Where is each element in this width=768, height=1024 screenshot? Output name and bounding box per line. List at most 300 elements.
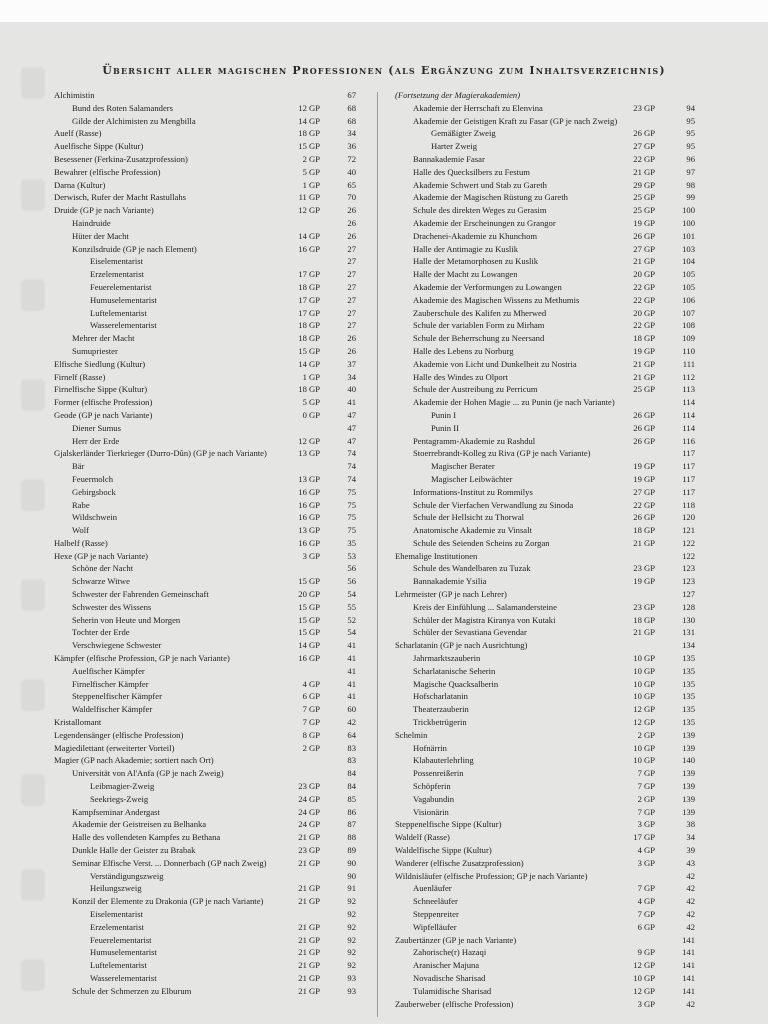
entry-page: 27 <box>347 256 356 267</box>
entry-page: 43 <box>686 857 695 868</box>
entry-gp: 20 GP <box>633 269 655 280</box>
entry-row <box>54 754 356 767</box>
entry-gp: 21 GP <box>298 934 320 945</box>
entry-page: 64 <box>347 729 356 740</box>
entry-name: Hüter der Macht <box>72 230 129 241</box>
entry-row <box>54 281 356 294</box>
entry-name: Halle der Macht zu Lowangen <box>413 269 518 280</box>
entry-name: Schwarze Witwe <box>72 576 130 587</box>
entry-name: Konzilsdruide (GP je nach Element) <box>72 243 197 254</box>
entry-name: Firnelfische Sippe (Kultur) <box>54 384 148 395</box>
entry-row <box>395 89 695 102</box>
entry-page: 105 <box>682 281 695 292</box>
entry-row <box>54 678 356 691</box>
entry-gp: 25 GP <box>633 384 655 395</box>
entry-row <box>54 972 356 985</box>
entry-name: Schwester der Fahrenden Gemeinschaft <box>72 589 209 600</box>
entry-gp: 22 GP <box>633 153 655 164</box>
entry-name: Feuerelementarist <box>90 281 152 292</box>
entry-gp: 18 GP <box>298 333 320 344</box>
entry-row <box>54 870 356 883</box>
entry-name: Schule des Wandelbaren zu Tuzak <box>413 563 531 574</box>
entry-row <box>395 460 695 473</box>
entry-name: Scharlatanin (GP je nach Ausrichtung) <box>395 640 528 651</box>
entry-page: 34 <box>347 371 356 382</box>
entry-name: Auenläufer <box>413 883 452 894</box>
entry-name: Tulamidische Sharisad <box>413 985 492 996</box>
entry-name: Halle der Metamorphosen zu Kuslik <box>413 256 539 267</box>
entry-page: 91 <box>347 883 356 894</box>
entry-row <box>54 511 356 524</box>
entry-row <box>395 908 695 921</box>
entry-page: 98 <box>686 179 695 190</box>
entry-row <box>395 652 695 665</box>
entry-page: 135 <box>682 678 695 689</box>
entry-name: Waldelfischer Kämpfer <box>72 704 153 715</box>
entry-row <box>395 191 695 204</box>
entry-gp: 21 GP <box>633 371 655 382</box>
entry-name: Schöne der Nacht <box>72 563 134 574</box>
entry-name: Waldelf (Rasse) <box>395 832 450 843</box>
entry-row <box>395 447 695 460</box>
entry-gp: 27 GP <box>633 486 655 497</box>
entry-gp: 21 GP <box>633 358 655 369</box>
entry-gp: 26 GP <box>633 409 655 420</box>
entry-page: 140 <box>682 755 695 766</box>
entry-gp: 18 GP <box>633 525 655 536</box>
entry-page: 85 <box>347 793 356 804</box>
entry-name: Leibmagier-Zweig <box>90 781 155 792</box>
margin-ornament <box>22 380 44 410</box>
entry-page: 42 <box>686 998 695 1009</box>
entry-gp: 13 GP <box>298 448 320 459</box>
entry-page: 42 <box>686 870 695 881</box>
entry-row <box>54 985 356 998</box>
entry-gp: 22 GP <box>633 499 655 510</box>
entry-name: Hofnärrin <box>413 742 447 753</box>
entry-gp: 5 GP <box>302 166 320 177</box>
margin-ornament <box>22 680 44 710</box>
entry-gp: 14 GP <box>298 358 320 369</box>
entry-row <box>395 499 695 512</box>
entry-page: 109 <box>682 333 695 344</box>
top-band <box>0 0 768 22</box>
entry-row <box>395 409 695 422</box>
entry-row <box>54 716 356 729</box>
entry-gp: 24 GP <box>298 806 320 817</box>
entry-page: 131 <box>682 627 695 638</box>
entry-row <box>395 319 695 332</box>
entry-row <box>54 831 356 844</box>
entry-gp: 16 GP <box>298 486 320 497</box>
entry-page: 117 <box>682 448 695 459</box>
entry-page: 26 <box>347 230 356 241</box>
entry-name: Heilungszweig <box>90 883 142 894</box>
entry-name: Akademie der Hohen Magie ... zu Punin (je nach Variante) <box>413 397 615 408</box>
entry-gp: 15 GP <box>298 601 320 612</box>
entry-row <box>395 857 695 870</box>
entry-row <box>395 818 695 831</box>
entry-name: Vagabundin <box>413 793 455 804</box>
entry-name: Schneeläufer <box>413 896 458 907</box>
entry-gp: 26 GP <box>633 422 655 433</box>
entry-row <box>54 959 356 972</box>
entry-name: Bewahrer (elfische Profession) <box>54 166 161 177</box>
entry-name: Wasserelementarist <box>90 320 157 331</box>
entry-row <box>395 895 695 908</box>
entry-gp: 21 GP <box>298 857 320 868</box>
margin-ornament <box>22 280 44 310</box>
entry-name: Steppenelfische Sippe (Kultur) <box>395 819 502 830</box>
entry-name: Auelfischer Kämpfer <box>72 665 145 676</box>
entry-row <box>395 614 695 627</box>
entry-gp: 27 GP <box>633 243 655 254</box>
entry-row <box>54 217 356 230</box>
entry-page: 42 <box>686 896 695 907</box>
entry-row <box>395 243 695 256</box>
entry-name: Visionärin <box>413 806 449 817</box>
entry-page: 47 <box>347 422 356 433</box>
entry-row <box>395 754 695 767</box>
entry-name: Kreis der Einfühlung ... Salamandersteine <box>413 601 557 612</box>
entry-row <box>395 703 695 716</box>
entry-page: 90 <box>347 870 356 881</box>
entry-page: 70 <box>347 192 356 203</box>
entry-gp: 12 GP <box>298 435 320 446</box>
entry-page: 27 <box>347 320 356 331</box>
entry-name: Stoerrebrandt-Kolleg zu Riva (GP je nach Variante) <box>413 448 591 459</box>
entry-row <box>395 166 695 179</box>
entry-row <box>395 422 695 435</box>
entry-row <box>54 396 356 409</box>
entry-gp: 10 GP <box>633 972 655 983</box>
entry-row <box>395 204 695 217</box>
entry-page: 26 <box>347 217 356 228</box>
entry-gp: 22 GP <box>633 320 655 331</box>
entry-name: Akademie des Magischen Wissens zu Methumis <box>413 294 580 305</box>
entry-name: Akademie der Geistreisen zu Belhanka <box>72 819 207 830</box>
entry-gp: 26 GP <box>633 230 655 241</box>
entry-name: Hexe (GP je nach Variante) <box>54 550 149 561</box>
entry-row <box>395 179 695 192</box>
entry-gp: 17 GP <box>298 269 320 280</box>
entry-page: 92 <box>347 947 356 958</box>
entry-gp: 10 GP <box>633 678 655 689</box>
entry-gp: 7 GP <box>637 781 655 792</box>
entry-name: Erzelementarist <box>90 269 144 280</box>
entry-name: Darna (Kultur) <box>54 179 106 190</box>
entry-page: 60 <box>347 704 356 715</box>
entry-row <box>54 665 356 678</box>
entry-name: Legendensänger (elfische Profession) <box>54 729 184 740</box>
entry-name: Humuselementarist <box>90 947 157 958</box>
entry-page: 116 <box>682 435 695 446</box>
entry-row <box>54 575 356 588</box>
entry-name: Steppenreiter <box>413 909 459 919</box>
entry-row <box>395 882 695 895</box>
entry-page: 123 <box>682 576 695 587</box>
entry-name: Eiselementarist <box>90 256 143 267</box>
entry-name: Informations-Institut zu Rommilys <box>413 486 533 497</box>
entry-gp: 12 GP <box>633 704 655 715</box>
entry-gp: 26 GP <box>633 512 655 523</box>
entry-name: Ehemalige Institutionen <box>395 550 478 561</box>
entry-gp: 15 GP <box>298 141 320 152</box>
entry-gp: 15 GP <box>298 614 320 625</box>
entry-gp: 18 GP <box>298 320 320 331</box>
entry-page: 41 <box>347 653 356 664</box>
entry-page: 35 <box>347 537 356 548</box>
entry-page: 26 <box>347 205 356 216</box>
entry-name: Anatomische Akademie zu Vinsalt <box>413 525 532 536</box>
entry-page: 86 <box>347 806 356 817</box>
entry-page: 123 <box>682 563 695 574</box>
entry-gp: 10 GP <box>633 691 655 702</box>
entry-gp: 20 GP <box>298 589 320 600</box>
column-divider <box>377 92 378 1017</box>
entry-row <box>395 435 695 448</box>
entry-row <box>395 537 695 550</box>
entry-page: 114 <box>682 422 695 433</box>
entry-page: 88 <box>347 832 356 843</box>
entry-name: Wildschwein <box>72 512 117 523</box>
entry-gp: 21 GP <box>298 960 320 971</box>
entry-name: Gjalskerländer Tierkrieger (Durro-Dûn) (GP je nach Variante) <box>54 448 267 459</box>
entry-page: 27 <box>347 281 356 292</box>
entry-name: Mehrer der Macht <box>72 333 135 344</box>
entry-name: Diener Sumus <box>72 422 121 433</box>
entry-page: 54 <box>347 627 356 638</box>
entry-name: Halle des Lebens zu Norburg <box>413 345 514 356</box>
entry-row <box>54 486 356 499</box>
entry-row <box>395 793 695 806</box>
entry-row <box>54 895 356 908</box>
entry-gp: 18 GP <box>298 384 320 395</box>
entry-row <box>395 550 695 563</box>
entry-name: Druide (GP je nach Variante) <box>54 205 154 216</box>
entry-row <box>54 690 356 703</box>
entry-gp: 12 GP <box>633 717 655 728</box>
entry-row <box>395 281 695 294</box>
entry-gp: 4 GP <box>302 678 320 689</box>
entry-name: Scharlatanische Seherin <box>413 665 496 676</box>
margin-ornament <box>22 480 44 510</box>
entry-row <box>395 294 695 307</box>
entry-row <box>54 307 356 320</box>
entry-name: Humuselementarist <box>90 294 157 305</box>
entry-page: 39 <box>686 845 695 856</box>
entry-row <box>54 473 356 486</box>
entry-name: Auelfische Sippe (Kultur) <box>54 141 144 152</box>
entry-name: Wipfelläufer <box>413 921 457 932</box>
entry-gp: 18 GP <box>633 614 655 625</box>
entry-page: 75 <box>347 486 356 497</box>
entry-page: 40 <box>347 384 356 395</box>
entry-gp: 16 GP <box>298 653 320 664</box>
entry-gp: 29 GP <box>633 179 655 190</box>
entry-page: 27 <box>347 294 356 305</box>
entry-name: Schüler der Magistra Kiranya von Kutaki <box>413 614 556 625</box>
entry-row <box>54 729 356 742</box>
entry-row <box>54 806 356 819</box>
entry-row <box>54 562 356 575</box>
entry-row <box>395 127 695 140</box>
entry-row <box>54 255 356 268</box>
entry-name: Halle des Windes zu Olport <box>413 371 508 382</box>
entry-name: Schüler der Sevastiana Gevendar <box>413 627 527 638</box>
entry-gp: 21 GP <box>298 896 320 907</box>
entry-page: 74 <box>347 448 356 459</box>
entry-name: Schule der Beherrschung zu Neersand <box>413 333 545 344</box>
entry-gp: 19 GP <box>633 576 655 587</box>
entry-page: 121 <box>682 525 695 536</box>
entry-name: Kristallomant <box>54 717 102 728</box>
entry-row <box>54 703 356 716</box>
entry-page: 135 <box>682 653 695 664</box>
entry-name: Akademie Schwert und Stab zu Gareth <box>413 179 547 190</box>
entry-page: 41 <box>347 678 356 689</box>
entry-name: Akademie der Erscheinungen zu Grangor <box>413 217 556 228</box>
entry-row <box>395 332 695 345</box>
entry-row <box>395 383 695 396</box>
entry-gp: 23 GP <box>633 563 655 574</box>
entry-row <box>54 166 356 179</box>
entry-row <box>395 716 695 729</box>
entry-name: Gemäßigter Zweig <box>431 128 496 139</box>
entry-name: Elfische Siedlung (Kultur) <box>54 358 146 369</box>
entry-name: Magische Quacksalberin <box>413 678 499 689</box>
entry-gp: 23 GP <box>298 845 320 856</box>
entry-name: Magier (GP nach Akademie; sortiert nach Ort) <box>54 755 214 766</box>
entry-name: Alchimistin <box>54 90 95 100</box>
entry-name: Feuerelementarist <box>90 934 152 945</box>
entry-name: Firnelfischer Kämpfer <box>72 678 149 689</box>
entry-row <box>54 179 356 192</box>
entry-page: 139 <box>682 781 695 792</box>
entry-page: 99 <box>686 192 695 203</box>
entry-page: 139 <box>682 793 695 804</box>
entry-gp: 0 GP <box>302 409 320 420</box>
entry-page: 120 <box>682 512 695 523</box>
entry-page: 42 <box>347 717 356 728</box>
entry-name: Halbelf (Rasse) <box>54 537 108 548</box>
entry-name: Luftelementarist <box>90 960 147 971</box>
entry-page: 141 <box>682 947 695 958</box>
entry-gp: 3 GP <box>302 550 320 561</box>
entry-row <box>395 102 695 115</box>
entry-row <box>54 345 356 358</box>
entry-name: Sumupriester <box>72 345 118 356</box>
entry-gp: 16 GP <box>298 243 320 254</box>
entry-gp: 21 GP <box>633 166 655 177</box>
entry-name: Novadische Sharisad <box>413 972 486 983</box>
entry-page: 113 <box>682 384 695 395</box>
entry-gp: 25 GP <box>633 205 655 216</box>
entry-name: Rabe <box>72 499 90 510</box>
entry-gp: 3 GP <box>637 819 655 830</box>
entry-page: 122 <box>682 537 695 548</box>
entry-page: 84 <box>347 781 356 792</box>
entry-row <box>395 307 695 320</box>
entry-row <box>54 818 356 831</box>
entry-name: Akademie der Magischen Rüstung zu Gareth <box>413 192 568 203</box>
entry-gp: 6 GP <box>637 921 655 932</box>
entry-name: Verständigungszweig <box>90 870 164 881</box>
entry-gp: 2 GP <box>637 793 655 804</box>
entry-name: Zahorische(r) Hazaqi <box>413 947 487 958</box>
entry-row <box>395 473 695 486</box>
entry-page: 110 <box>682 345 695 356</box>
entry-row <box>395 115 695 128</box>
entry-page: 74 <box>347 473 356 484</box>
entry-row <box>54 319 356 332</box>
entry-gp: 7 GP <box>302 717 320 728</box>
entry-gp: 7 GP <box>637 883 655 894</box>
entry-page: 42 <box>686 921 695 932</box>
entry-gp: 12 GP <box>298 205 320 216</box>
entry-gp: 7 GP <box>637 768 655 779</box>
entry-gp: 13 GP <box>298 473 320 484</box>
entry-gp: 17 GP <box>298 294 320 305</box>
entry-page: 26 <box>347 345 356 356</box>
entry-row <box>395 268 695 281</box>
entry-page: 100 <box>682 217 695 228</box>
entry-page: 117 <box>682 473 695 484</box>
entry-gp: 3 GP <box>637 998 655 1009</box>
entry-name: Magischer Berater <box>431 461 495 472</box>
entry-name: Herr der Erde <box>72 435 120 446</box>
entry-page: 108 <box>682 320 695 331</box>
entry-page: 112 <box>682 371 695 382</box>
entry-row <box>395 626 695 639</box>
entry-row <box>395 972 695 985</box>
entry-name: Trickbetrügerin <box>413 717 467 728</box>
entry-row <box>395 806 695 819</box>
entry-gp: 1 GP <box>302 371 320 382</box>
entry-row <box>395 153 695 166</box>
entry-row <box>395 998 695 1011</box>
entry-gp: 21 GP <box>298 972 320 983</box>
entry-gp: 25 GP <box>633 192 655 203</box>
entry-row <box>54 934 356 947</box>
entry-page: 96 <box>686 153 695 164</box>
entry-row <box>54 294 356 307</box>
entry-row <box>54 447 356 460</box>
entry-row <box>54 102 356 115</box>
entry-gp: 2 GP <box>637 729 655 740</box>
entry-page: 141 <box>682 985 695 996</box>
entry-page: 92 <box>347 896 356 907</box>
entry-gp: 6 GP <box>302 691 320 702</box>
entry-row <box>54 422 356 435</box>
entry-page: 55 <box>347 601 356 612</box>
entry-gp: 18 GP <box>298 281 320 292</box>
entry-gp: 21 GP <box>633 537 655 548</box>
entry-row <box>54 550 356 563</box>
entry-name: Schelmin <box>395 729 428 740</box>
entry-gp: 19 GP <box>633 461 655 472</box>
entry-page: 134 <box>682 640 695 651</box>
entry-gp: 8 GP <box>302 729 320 740</box>
entry-row <box>54 626 356 639</box>
entry-page: 117 <box>682 461 695 472</box>
entry-row <box>54 153 356 166</box>
entry-page: 130 <box>682 614 695 625</box>
entry-name: Feuermolch <box>72 473 114 484</box>
entry-row <box>395 985 695 998</box>
entry-row <box>54 435 356 448</box>
entry-gp: 27 GP <box>633 141 655 152</box>
